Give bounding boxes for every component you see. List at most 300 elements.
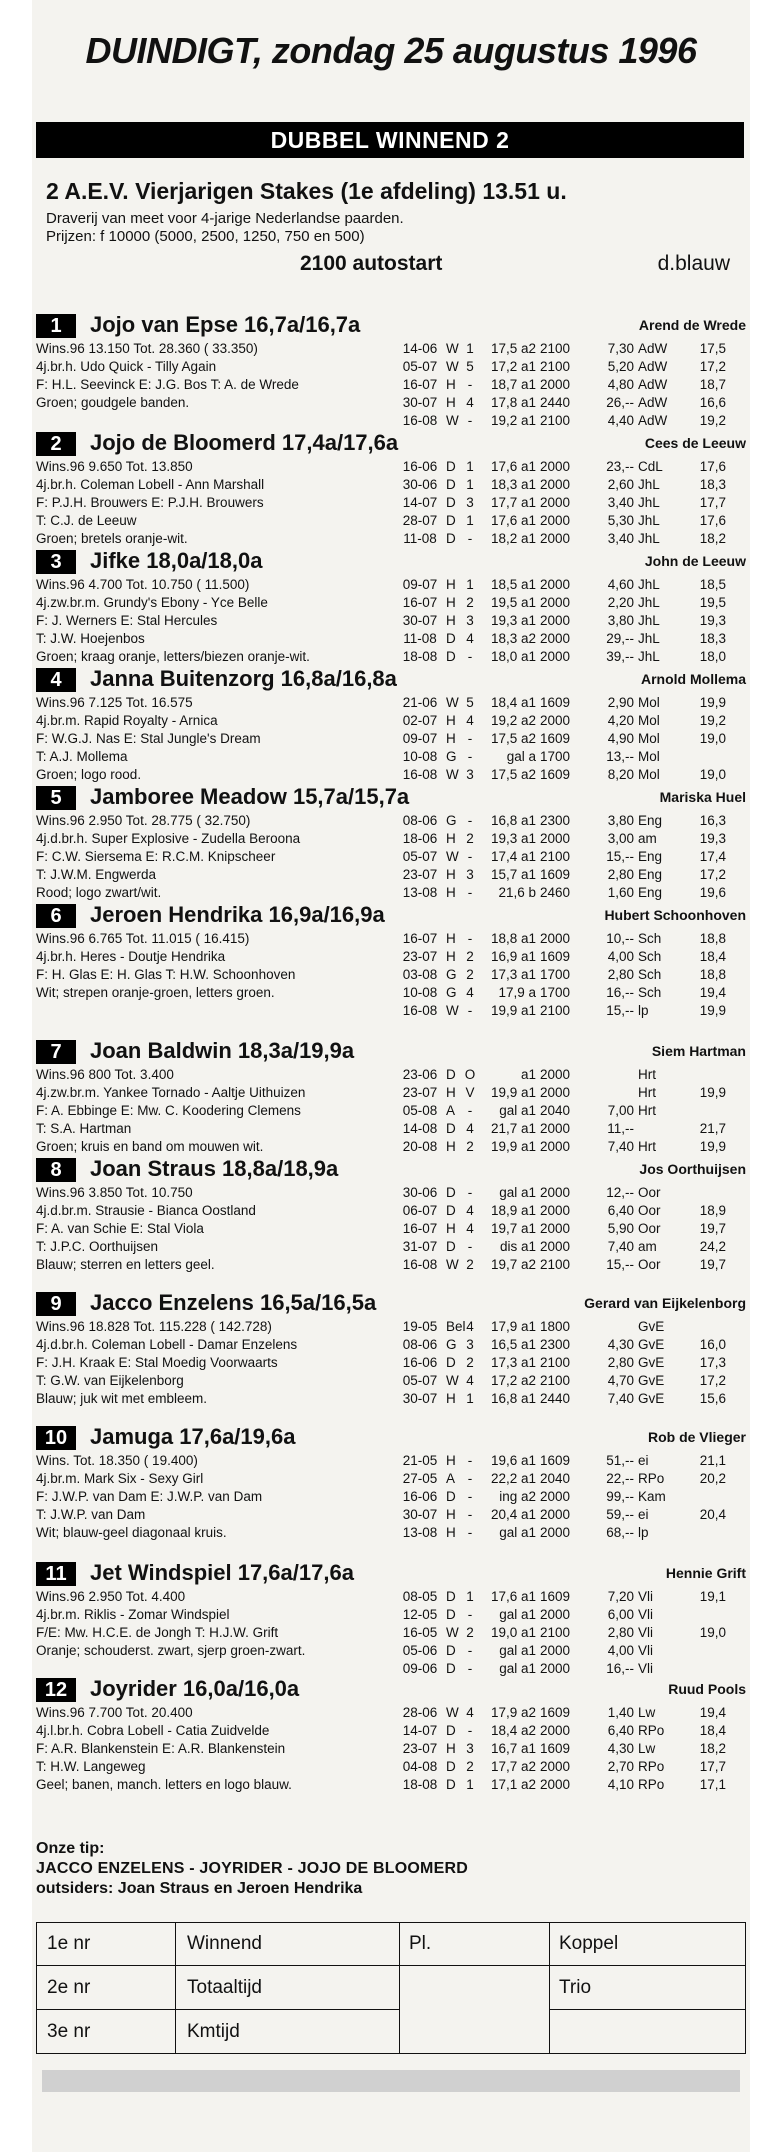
horse-info — [36, 1066, 386, 1156]
result-driver: Hrt — [638, 1103, 656, 1118]
horse-header — [36, 548, 746, 576]
result-distance: 2000 — [540, 1777, 571, 1792]
result-distance: 1609 — [540, 1589, 571, 1604]
result-driver: JhL — [638, 477, 660, 492]
horse-driver: Arnold Mollema — [640, 671, 746, 687]
result-best: 17,7 — [699, 1759, 726, 1774]
result-row — [394, 394, 746, 412]
horse-info-line: F: J.W.P. van Dam E: J.W.P. van Dam — [36, 1489, 263, 1504]
result-date: 16-08 — [402, 1003, 438, 1018]
horse-info-line: Groen; goudgele banden. — [36, 395, 190, 410]
result-distance: 2000 — [540, 1607, 571, 1622]
horse-info-line: Wins.96 7.125 Tot. 16.575 — [36, 695, 193, 710]
result-time: 17,7 a1 — [490, 495, 536, 510]
result-track: H — [446, 377, 456, 392]
result-place: - — [467, 885, 473, 900]
result-best: 18,2 — [699, 1741, 726, 1756]
result-driver: Oor — [638, 1257, 661, 1272]
horse-name: Jamboree Meadow 15,7a/15,7a — [90, 784, 410, 809]
result-driver: Mol — [638, 749, 660, 764]
result-distance: 2040 — [540, 1103, 571, 1118]
result-distance: 2000 — [540, 377, 571, 392]
result-time: 19,6 a1 — [490, 1453, 536, 1468]
result-track: D — [446, 1121, 456, 1136]
result-date: 09-06 — [402, 1661, 438, 1676]
result-best: 19,0 — [699, 767, 726, 782]
result-odds: 13,-- — [606, 749, 634, 764]
horse-info-line: Groen; bretels oranje-wit. — [36, 531, 188, 546]
result-distance: 1609 — [540, 767, 571, 782]
result-track: G — [446, 985, 457, 1000]
result-odds: 2,80 — [607, 1625, 634, 1640]
result-track: D — [446, 1759, 456, 1774]
horse-info-line: Wins.96 18.828 Tot. 115.228 ( 142.728) — [36, 1319, 272, 1334]
result-row — [394, 1120, 746, 1138]
result-driver: GvE — [638, 1373, 665, 1388]
horse-info-line: T: H.W. Langeweg — [36, 1759, 146, 1774]
horse-results — [394, 1318, 746, 1408]
horse-info — [36, 812, 386, 902]
result-best: 17,4 — [699, 849, 726, 864]
bet-placed: Pl. — [409, 1933, 432, 1954]
horse-info-line: Wins.96 3.850 Tot. 10.750 — [36, 1185, 193, 1200]
bet-kmtijd: Kmtijd — [187, 2021, 240, 2042]
result-time: gal a1 — [499, 1185, 536, 1200]
result-place: - — [467, 749, 473, 764]
result-best: 15,6 — [699, 1391, 726, 1406]
result-odds: 4,30 — [607, 1337, 634, 1352]
horse-header — [36, 312, 746, 340]
result-date: 14-08 — [402, 1121, 438, 1136]
horse-entry — [36, 1676, 746, 1792]
race-colour: d.blauw — [657, 252, 730, 275]
result-driver: Vli — [638, 1589, 654, 1604]
result-time: 17,9 a — [498, 985, 536, 1000]
result-distance: 1700 — [540, 967, 571, 982]
result-distance: 2000 — [540, 1139, 571, 1154]
result-place: - — [467, 377, 473, 392]
result-driver: RPo — [638, 1723, 665, 1738]
horse-info-line: Wins.96 9.650 Tot. 13.850 — [36, 459, 193, 474]
result-place: - — [467, 813, 473, 828]
result-distance: 2000 — [540, 1121, 571, 1136]
result-date: 30-07 — [402, 395, 438, 410]
result-time: 17,6 a1 — [490, 1589, 536, 1604]
result-distance: 1609 — [540, 949, 571, 964]
result-row — [394, 1704, 746, 1722]
result-row — [394, 1220, 746, 1238]
horse-info-line: 4j.br.h. Coleman Lobell - Ann Marshall — [36, 477, 265, 492]
result-row — [394, 1318, 746, 1336]
horse-info — [36, 1452, 386, 1542]
result-row — [394, 1524, 746, 1542]
horse-driver: Mariska Huel — [659, 789, 746, 805]
result-place: - — [467, 1607, 473, 1622]
result-row — [394, 730, 746, 748]
result-date: 03-08 — [402, 967, 438, 982]
result-driver: Oor — [638, 1221, 661, 1236]
result-track: D — [446, 1067, 456, 1082]
result-best: 17,6 — [699, 513, 726, 528]
result-track: H — [446, 1507, 456, 1522]
result-track: D — [446, 1489, 456, 1504]
result-date: 30-07 — [402, 613, 438, 628]
result-driver: ei — [638, 1507, 649, 1522]
result-best: 19,4 — [699, 1705, 726, 1720]
horse-info — [36, 576, 386, 666]
result-odds: 6,40 — [607, 1203, 634, 1218]
result-odds — [590, 1084, 638, 1102]
result-best: 17,1 — [699, 1777, 726, 1792]
result-odds: 51,-- — [606, 1453, 634, 1468]
result-distance: 2100 — [540, 413, 571, 428]
horse-info — [36, 930, 386, 1002]
result-date: 30-07 — [402, 1391, 438, 1406]
horse-info-line: F: J. Werners E: Stal Hercules — [36, 613, 218, 628]
result-time: 18,2 a1 — [490, 531, 536, 546]
result-best — [680, 1642, 726, 1660]
result-date: 30-06 — [402, 1185, 438, 1200]
result-track: W — [446, 1625, 459, 1640]
result-distance: 2440 — [540, 1391, 571, 1406]
result-row — [394, 1002, 746, 1020]
bet-third-nr: 3e nr — [47, 2021, 91, 2042]
result-row — [394, 812, 746, 830]
horse-name: Jojo van Epse 16,7a/16,7a — [90, 312, 361, 337]
result-track: W — [446, 359, 459, 374]
result-date: 30-06 — [402, 477, 438, 492]
result-time: gal a1 — [499, 1607, 536, 1622]
result-best: 17,7 — [699, 495, 726, 510]
horse-info — [36, 340, 386, 412]
horse-results — [394, 1704, 746, 1794]
result-track: D — [446, 1203, 456, 1218]
result-driver: CdL — [638, 459, 663, 474]
result-track: H — [446, 1453, 456, 1468]
result-driver: GvE — [638, 1391, 665, 1406]
result-driver: JhL — [638, 649, 660, 664]
horse-number: 5 — [36, 786, 76, 810]
result-row — [394, 1488, 746, 1506]
result-best: 19,3 — [699, 613, 726, 628]
result-row — [394, 1238, 746, 1256]
horse-info-line: Geel; banen, manch. letters en logo blauw. — [36, 1777, 292, 1792]
result-best: 19,6 — [699, 885, 726, 900]
result-track: H — [446, 1741, 456, 1756]
result-driver: JhL — [638, 613, 660, 628]
result-row — [394, 1202, 746, 1220]
result-place: 1 — [466, 1589, 474, 1604]
result-time: 22,2 a1 — [490, 1471, 536, 1486]
result-odds: 26,-- — [606, 395, 634, 410]
result-row — [394, 1740, 746, 1758]
horse-name: Jacco Enzelens 16,5a/16,5a — [90, 1290, 377, 1315]
result-date: 23-06 — [402, 1067, 438, 1082]
result-driver: GvE — [638, 1319, 665, 1334]
horse-name: Jojo de Bloomerd 17,4a/17,6a — [90, 430, 399, 455]
result-time: 17,9 a1 — [490, 1319, 536, 1334]
result-track: D — [446, 513, 456, 528]
result-place: - — [467, 1489, 473, 1504]
horse-number: 12 — [36, 1678, 76, 1702]
result-time: 17,8 a1 — [490, 395, 536, 410]
horse-number: 7 — [36, 1040, 76, 1064]
horse-info-line: 4j.zw.br.m. Yankee Tornado - Aaltje Uithuizen — [36, 1085, 306, 1100]
result-track: W — [446, 413, 459, 428]
result-place: - — [467, 1661, 473, 1676]
horse-info — [36, 1184, 386, 1274]
result-row — [394, 1588, 746, 1606]
result-distance: 1700 — [540, 985, 571, 1000]
result-time: 19,2 a2 — [490, 713, 536, 728]
result-row — [394, 1184, 746, 1202]
result-place: - — [467, 1453, 473, 1468]
result-best: 18,9 — [699, 1203, 726, 1218]
result-track: G — [446, 813, 457, 828]
race-description: Draverij van meet voor 4-jarige Nederlandse paarden. — [46, 210, 404, 227]
result-track: D — [446, 1777, 456, 1792]
bet-first-nr: 1e nr — [47, 1933, 91, 1954]
result-place: - — [467, 849, 473, 864]
horse-number: 1 — [36, 314, 76, 338]
result-odds: 4,70 — [607, 1373, 634, 1388]
result-driver: Mol — [638, 713, 660, 728]
horse-info-line: T: S.A. Hartman — [36, 1121, 132, 1136]
result-odds: 6,40 — [607, 1723, 634, 1738]
result-time: 19,3 a1 — [490, 831, 536, 846]
result-distance: 2000 — [540, 1185, 571, 1200]
result-row — [394, 1256, 746, 1274]
result-odds: 2,70 — [607, 1759, 634, 1774]
result-place: - — [467, 1185, 473, 1200]
result-time: 16,8 a1 — [490, 813, 536, 828]
horse-name: Joan Straus 18,8a/18,9a — [90, 1156, 339, 1181]
result-row — [394, 1470, 746, 1488]
result-odds: 7,40 — [607, 1139, 634, 1154]
result-track: H — [446, 1139, 456, 1154]
horse-driver: Hubert Schoonhoven — [604, 907, 746, 923]
horse-name: Jifke 18,0a/18,0a — [90, 548, 263, 573]
result-time: 18,9 a1 — [490, 1203, 536, 1218]
result-odds: 3,00 — [607, 831, 634, 846]
result-odds: 22,-- — [606, 1471, 634, 1486]
horse-entry — [36, 666, 746, 782]
result-distance: 2000 — [540, 595, 571, 610]
result-place: 2 — [466, 1625, 474, 1640]
result-date: 28-07 — [402, 513, 438, 528]
result-track: A — [446, 1103, 456, 1118]
horse-info-line: F: H. Glas E: H. Glas T: H.W. Schoonhoven — [36, 967, 296, 982]
result-odds: 4,60 — [607, 577, 634, 592]
result-place: O — [464, 1067, 476, 1082]
result-track: D — [446, 631, 456, 646]
result-row — [394, 1624, 746, 1642]
horse-results — [394, 576, 746, 666]
result-odds: 15,-- — [606, 849, 634, 864]
result-distance: 2000 — [540, 1759, 571, 1774]
result-distance: 2000 — [540, 1507, 571, 1522]
horse-info-line: 4j.br.m. Rapid Royalty - Arnica — [36, 713, 218, 728]
result-row — [394, 648, 746, 666]
result-distance: 2100 — [540, 1373, 571, 1388]
horse-info-line: 4j.br.m. Riklis - Zomar Windspiel — [36, 1607, 230, 1622]
result-distance: 2000 — [540, 1525, 571, 1540]
horse-driver: Gerard van Eijkelenborg — [584, 1295, 746, 1311]
result-driver: AdW — [638, 413, 668, 428]
result-track: H — [446, 731, 456, 746]
result-driver: Lw — [638, 1741, 656, 1756]
result-place: 1 — [466, 341, 474, 356]
result-time: 18,7 a1 — [490, 377, 536, 392]
bet-koppel: Koppel — [559, 1933, 619, 1954]
horse-entry — [36, 1038, 746, 1154]
result-best — [680, 1524, 726, 1542]
result-track: H — [446, 1085, 456, 1100]
result-driver: RPo — [638, 1759, 665, 1774]
result-row — [394, 340, 746, 358]
result-time: 18,3 a2 — [490, 631, 536, 646]
result-distance: 2040 — [540, 1471, 571, 1486]
result-odds: 15,-- — [606, 1003, 634, 1018]
result-date: 05-07 — [402, 359, 438, 374]
horse-info-line: F: A.R. Blankenstein E: A.R. Blankenstein — [36, 1741, 286, 1756]
result-distance: 2000 — [540, 649, 571, 664]
horse-info-line: F: C.W. Siersema E: R.C.M. Knipscheer — [36, 849, 276, 864]
result-time: dis a1 — [499, 1239, 536, 1254]
result-best: 17,2 — [699, 867, 726, 882]
horse-name: Joyrider 16,0a/16,0a — [90, 1676, 300, 1701]
result-odds: 2,80 — [607, 867, 634, 882]
result-distance: 2000 — [540, 1203, 571, 1218]
result-row — [394, 612, 746, 630]
result-date: 16-07 — [402, 931, 438, 946]
result-time: gal a1 — [499, 1643, 536, 1658]
result-best — [680, 1066, 726, 1084]
result-track: G — [446, 749, 457, 764]
result-driver: JhL — [638, 577, 660, 592]
bet-table-divider — [37, 2009, 399, 2010]
result-time: 18,4 a2 — [490, 1723, 536, 1738]
result-time: 19,3 a1 — [490, 613, 536, 628]
result-row — [394, 376, 746, 394]
result-track: D — [446, 1607, 456, 1622]
result-track: H — [446, 1525, 456, 1540]
result-date: 16-08 — [402, 767, 438, 782]
result-time: 19,9 a1 — [490, 1003, 536, 1018]
result-date: 06-07 — [402, 1203, 438, 1218]
result-time: gal a — [506, 749, 536, 764]
result-date: 16-05 — [402, 1625, 438, 1640]
result-place: - — [467, 1723, 473, 1738]
horse-header — [36, 1038, 746, 1066]
horse-number: 11 — [36, 1562, 76, 1586]
result-distance: 1609 — [540, 731, 571, 746]
result-time: gal a1 — [499, 1525, 536, 1540]
result-row — [394, 712, 746, 730]
horse-info-line: Wins.96 2.950 Tot. 4.400 — [36, 1589, 186, 1604]
result-best: 20,4 — [699, 1507, 726, 1522]
result-row — [394, 476, 746, 494]
horse-info-line: 4j.d.br.h. Coleman Lobell - Damar Enzelens — [36, 1337, 298, 1352]
result-distance: 2100 — [540, 359, 571, 374]
result-time: 18,8 a1 — [490, 931, 536, 946]
result-distance: 2000 — [540, 1723, 571, 1738]
horse-driver: Arend de Wrede — [638, 317, 746, 333]
result-odds: 7,40 — [607, 1239, 634, 1254]
result-track: W — [446, 849, 459, 864]
horse-entry — [36, 902, 746, 1018]
result-date: 08-06 — [402, 813, 438, 828]
result-row — [394, 766, 746, 784]
result-track: D — [446, 1589, 456, 1604]
result-distance: 2000 — [540, 1643, 571, 1658]
result-driver: Eng — [638, 867, 663, 882]
horse-info-line: Wins.96 6.765 Tot. 11.015 ( 16.415) — [36, 931, 250, 946]
result-place: 5 — [466, 359, 474, 374]
result-driver: Eng — [638, 813, 663, 828]
result-distance: 2000 — [540, 513, 571, 528]
bet-table-divider — [549, 1923, 550, 2053]
result-date: 16-06 — [402, 459, 438, 474]
result-driver: AdW — [638, 377, 668, 392]
result-time: 18,3 a1 — [490, 477, 536, 492]
horse-number: 8 — [36, 1158, 76, 1182]
result-best: 18,2 — [699, 531, 726, 546]
result-time: 21,6 b — [498, 885, 536, 900]
result-distance: 2300 — [540, 813, 571, 828]
result-driver: JhL — [638, 595, 660, 610]
result-distance: 2000 — [540, 631, 571, 646]
race-banner: DUBBEL WINNEND 2 — [36, 122, 744, 158]
horse-header — [36, 1156, 746, 1184]
result-distance: 1609 — [540, 1453, 571, 1468]
horse-results — [394, 340, 746, 430]
result-time: 16,8 a1 — [490, 1391, 536, 1406]
result-place: 3 — [466, 767, 474, 782]
result-place: 4 — [466, 1319, 474, 1334]
result-driver: Eng — [638, 885, 663, 900]
result-distance: 2000 — [540, 495, 571, 510]
result-place: 2 — [466, 1139, 474, 1154]
result-row — [394, 948, 746, 966]
result-track: D — [446, 1355, 456, 1370]
result-place: - — [467, 931, 473, 946]
result-date: 18-08 — [402, 649, 438, 664]
result-track: D — [446, 531, 456, 546]
result-driver: lp — [638, 1003, 649, 1018]
result-track: W — [446, 341, 459, 356]
result-date: 18-08 — [402, 1777, 438, 1792]
result-odds: 7,20 — [607, 1589, 634, 1604]
result-distance: 2000 — [540, 613, 571, 628]
result-distance: 2000 — [540, 459, 571, 474]
result-time: 18,0 a1 — [490, 649, 536, 664]
result-track: H — [446, 931, 456, 946]
horse-info-line: F: W.G.J. Nas E: Stal Jungle's Dream — [36, 731, 261, 746]
result-driver: RPo — [638, 1471, 665, 1486]
result-track: H — [446, 595, 456, 610]
result-time: 20,4 a1 — [490, 1507, 536, 1522]
result-date: 05-07 — [402, 1373, 438, 1388]
result-date: 28-06 — [402, 1705, 438, 1720]
result-place: 3 — [466, 613, 474, 628]
result-distance: 1609 — [540, 1741, 571, 1756]
result-row — [394, 512, 746, 530]
result-odds: 15,-- — [606, 1257, 634, 1272]
horse-info-line: Groen; kruis en band om mouwen wit. — [36, 1139, 264, 1154]
result-distance: 2000 — [540, 1221, 571, 1236]
result-place: 4 — [466, 1203, 474, 1218]
